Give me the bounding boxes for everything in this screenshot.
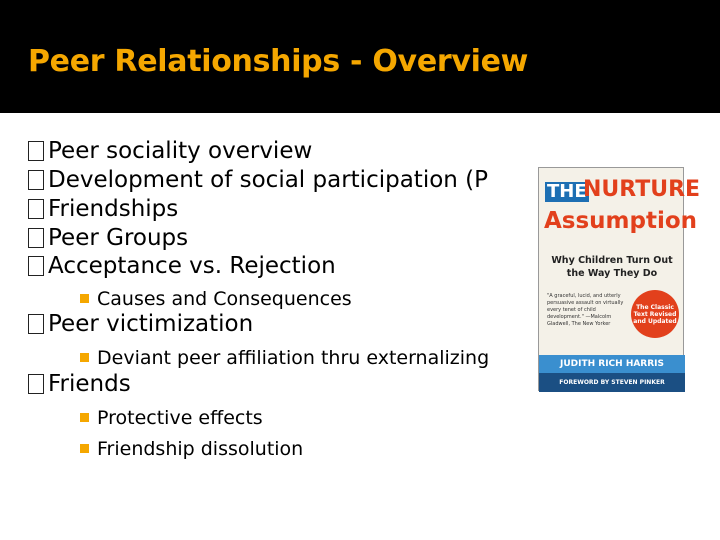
square-bullet-icon: [80, 413, 89, 422]
book-subtitle: Why Children Turn Out the Way They Do: [551, 255, 673, 279]
bullet-marker-icon: [28, 199, 44, 219]
sub-bullet-item: Causes and Consequences: [80, 290, 352, 309]
book-badge: The Classic Text Revised and Updated: [631, 290, 679, 338]
book-quote: "A graceful, lucid, and utterly persuasive assault on virtually every tenet of child development." —Malcolm Gladwell, The New Yorker: [547, 293, 624, 327]
bullet-marker-icon: [28, 228, 44, 248]
square-bullet-icon: [80, 444, 89, 453]
bullet-item: Peer Groups: [28, 227, 188, 250]
bullet-marker-icon: [28, 170, 44, 190]
sub-bullet-item: Deviant peer affiliation thru externalizing: [80, 349, 489, 368]
bullet-marker-icon: [28, 141, 44, 161]
bullet-item: Acceptance vs. Rejection: [28, 255, 336, 278]
book-title-nurture: NURTURE: [583, 177, 701, 202]
bullet-item: Friendships: [28, 198, 178, 221]
book-title-the: THE: [547, 181, 587, 202]
square-bullet-icon: [80, 294, 89, 303]
slide-title: Peer Relationships - Overview: [28, 44, 529, 79]
bullet-item: Peer sociality overview: [28, 140, 312, 163]
sub-bullet-item: Friendship dissolution: [80, 440, 303, 459]
bullet-item: Friends: [28, 373, 131, 396]
book-foreword: FOREWORD BY STEVEN PINKER: [539, 373, 685, 392]
bullet-marker-icon: [28, 256, 44, 276]
book-cover-image: [538, 167, 701, 391]
bullet-marker-icon: [28, 314, 44, 334]
bullet-item: Development of social participation (P: [28, 169, 488, 192]
book-title-assumption: Assumption: [544, 208, 698, 234]
bullet-item: Peer victimization: [28, 313, 253, 336]
book-author: JUDITH RICH HARRIS: [539, 355, 685, 373]
square-bullet-icon: [80, 353, 89, 362]
sub-bullet-item: Protective effects: [80, 409, 263, 428]
bullet-marker-icon: [28, 374, 44, 394]
